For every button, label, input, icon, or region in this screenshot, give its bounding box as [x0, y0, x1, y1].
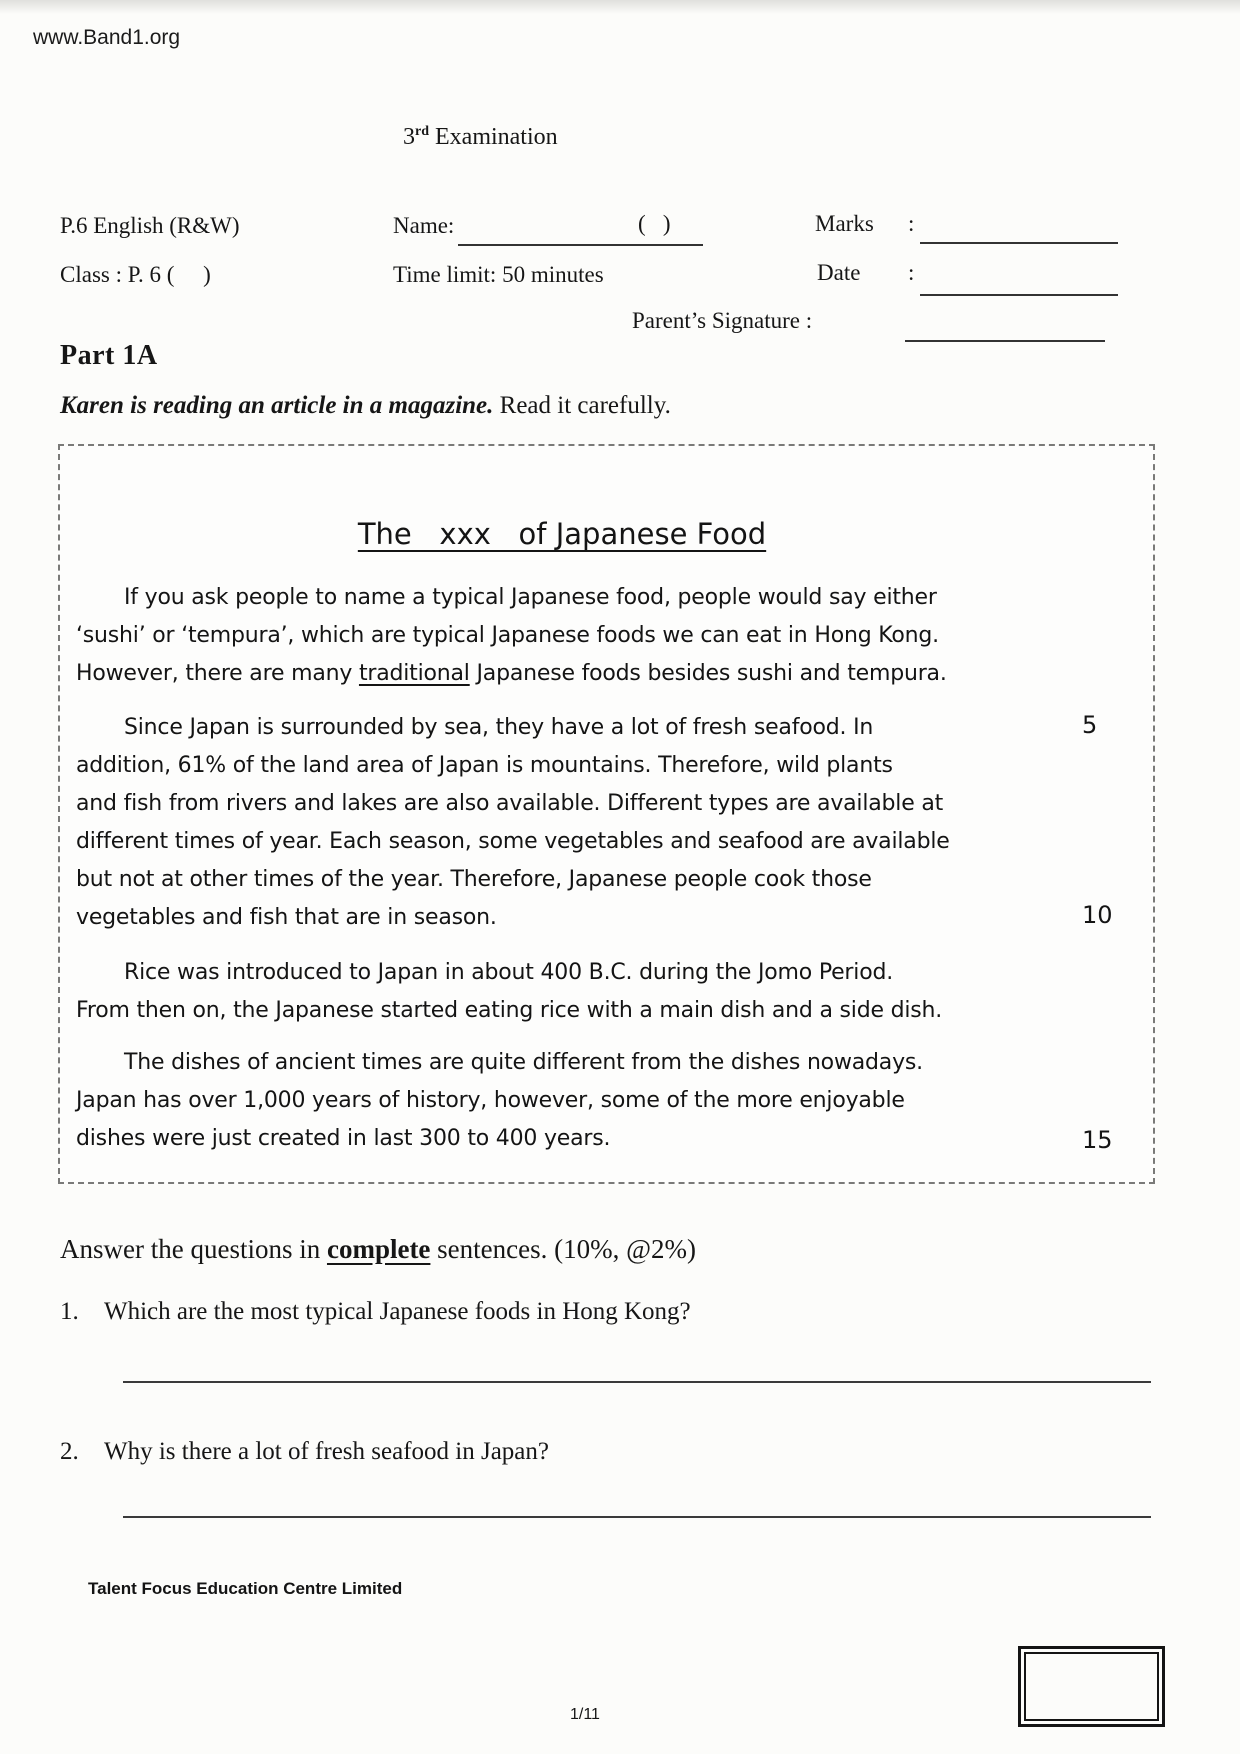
name-label: Name:	[393, 213, 455, 238]
article-paragraph-3	[76, 954, 942, 1030]
text-run: Japanese foods besides sushi and tempura.	[469, 661, 947, 686]
part-1a-heading: Part 1A	[60, 340, 158, 371]
parent-signature-label: Parent’s Signature :	[632, 308, 813, 333]
question-2-text: Why is there a lot of fresh seafood in Japan?	[104, 1438, 549, 1465]
question-1	[60, 1298, 691, 1326]
article-p4-line2: Japan has over 1,000 years of history, however, some of the more enjoyable	[76, 1088, 905, 1113]
footer-organization: Talent Focus Education Centre Limited	[88, 1579, 403, 1598]
article-paragraph-4	[76, 1044, 923, 1158]
article-p2-line5: but not at other times of the year. Therefore, Japanese people cook those	[76, 867, 872, 892]
question-2	[60, 1438, 549, 1466]
exam-title-ordinal: rd	[415, 124, 429, 139]
article-p1-line1: If you ask people to name a typical Japanese food, people would say either	[124, 585, 937, 610]
line-number-15: 15	[1082, 1126, 1113, 1154]
instruction-rest-text: Read it carefully.	[493, 392, 671, 419]
text-run: sentences. (10%, @2%)	[430, 1234, 696, 1264]
date-blank-field	[920, 264, 1118, 296]
score-stamp-box-inner	[1024, 1652, 1159, 1721]
article-p3-line1: Rice was introduced to Japan in about 400 B.C. during the Jomo Period.	[124, 960, 894, 985]
article-p1-line2: ‘sushi’ or ‘tempura’, which are typical Japanese foods we can eat in Hong Kong.	[76, 623, 939, 648]
article-p1-line3	[76, 655, 947, 693]
exam-title-rest: Examination	[429, 124, 558, 150]
class-label: Class : P. 6 ( )	[60, 262, 211, 287]
question-1-text: Which are the most typical Japanese foods in Hong Kong?	[104, 1298, 691, 1325]
reading-instruction	[60, 392, 671, 420]
line-number-5: 5	[1082, 711, 1098, 739]
article-p3-line2: From then on, the Japanese started eating rice with a main dish and a side dish.	[76, 998, 943, 1023]
instruction-italic-text: Karen is reading an article in a magazine.	[60, 392, 494, 419]
page-number: 1/11	[570, 1706, 600, 1723]
questions-instruction	[60, 1234, 696, 1265]
answer-line-1	[123, 1381, 1151, 1383]
text-run: However, there are many	[76, 661, 359, 686]
article-paragraph-1	[76, 579, 947, 693]
article-paragraph-2	[76, 709, 950, 937]
answer-line-2	[123, 1516, 1151, 1518]
date-colon: :	[908, 260, 915, 285]
article-p2-line4: different times of year. Each season, some vegetables and seafood are available	[76, 829, 950, 854]
score-stamp-box	[1018, 1646, 1165, 1727]
parent-signature-blank-field	[905, 310, 1105, 342]
article-p2-line1: Since Japan is surrounded by sea, they have a lot of fresh seafood. In	[124, 715, 874, 740]
marks-colon: :	[908, 211, 915, 236]
question-1-number: 1.	[60, 1298, 79, 1325]
article-p2-line3: and fish from rivers and lakes are also available. Different types are available at	[76, 791, 944, 816]
watermark-url: www.Band1.org	[33, 26, 181, 49]
article-p2-line2: addition, 61% of the land area of Japan is mountains. Therefore, wild plants	[76, 753, 893, 778]
time-limit-label: Time limit: 50 minutes	[393, 262, 604, 287]
article-p4-line3: dishes were just created in last 300 to 400 years.	[76, 1126, 611, 1151]
scan-edge-artifact	[0, 0, 1240, 14]
date-label: Date	[817, 260, 861, 285]
line-number-10: 10	[1082, 901, 1113, 929]
article-p4-line1: The dishes of ancient times are quite different from the dishes nowadays.	[124, 1050, 923, 1075]
underlined-word-traditional: traditional	[358, 661, 470, 686]
marks-label: Marks	[815, 211, 874, 236]
marks-blank-field	[920, 212, 1118, 244]
exam-title	[403, 124, 558, 151]
underlined-word-complete: complete	[326, 1234, 431, 1264]
article-box	[58, 444, 1155, 1184]
text-run: Answer the questions in	[60, 1234, 327, 1264]
article-title: The xxx of Japanese Food	[357, 517, 767, 551]
article-p2-line6: vegetables and fish that are in season.	[76, 905, 497, 930]
question-2-number: 2.	[60, 1438, 79, 1465]
subject-label: P.6 English (R&W)	[60, 213, 240, 238]
name-class-paren: ( )	[638, 211, 671, 236]
exam-title-number: 3	[403, 124, 415, 150]
